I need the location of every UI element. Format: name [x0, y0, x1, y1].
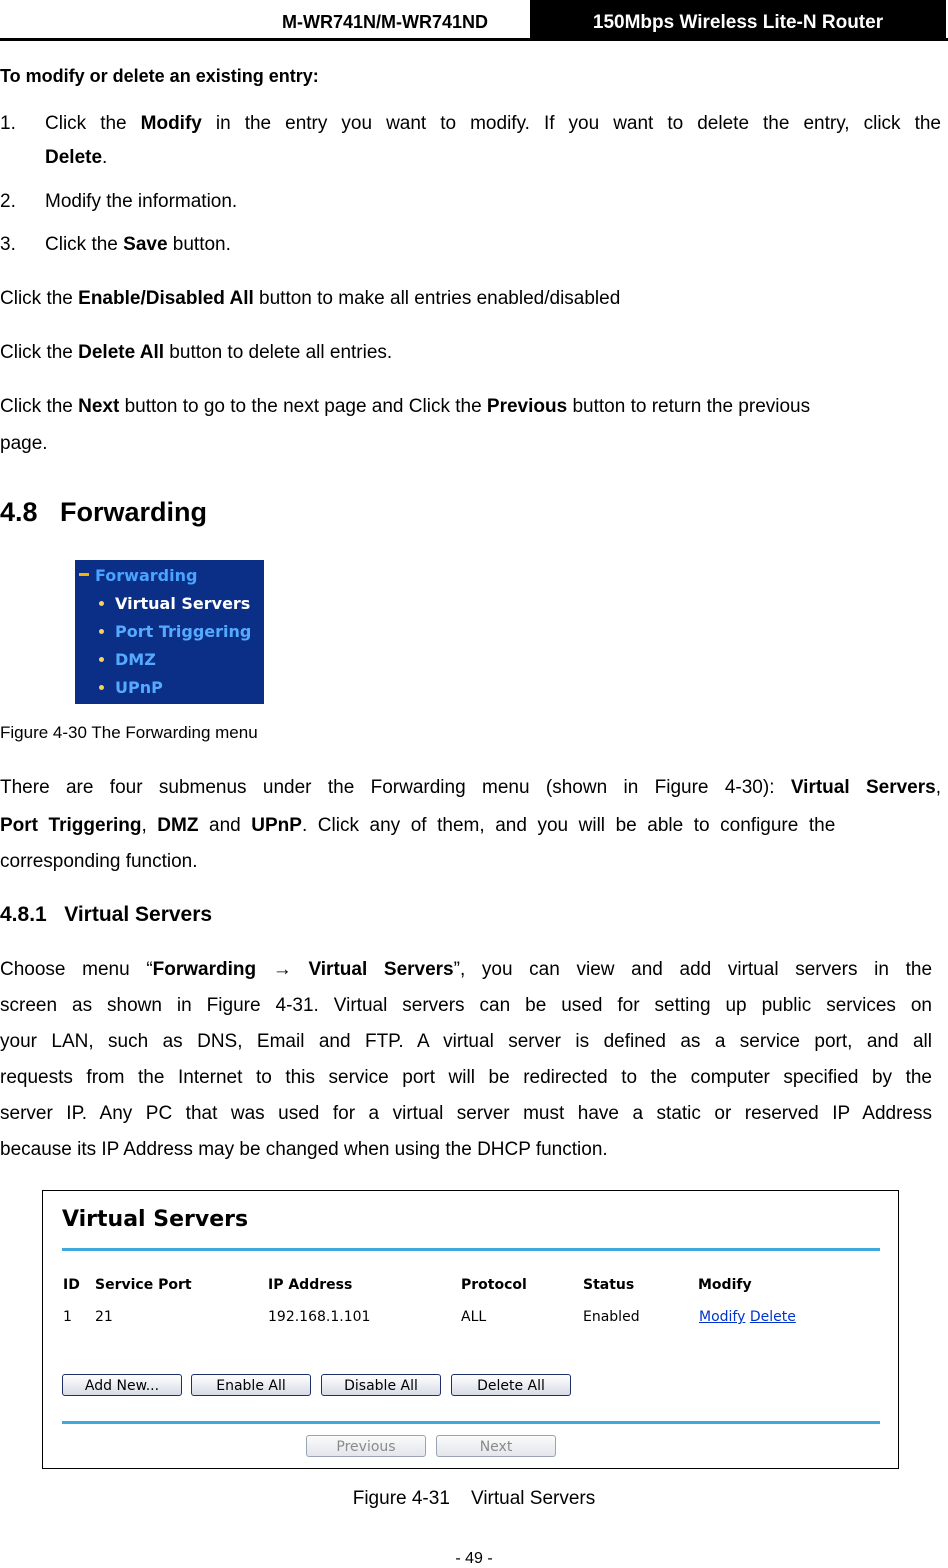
bullet-icon [99, 629, 104, 634]
previous-button[interactable]: Previous [306, 1435, 426, 1457]
step-1-line1: Click the Modify in the entry you want to modify. If you want to delete the entry, click the [45, 113, 941, 134]
header-model: M-WR741N/M-WR741ND [281, 12, 488, 32]
vs-row-id: 1 [63, 1309, 72, 1325]
step-2-text: Modify the information. [45, 191, 238, 212]
vs-col-ip-address: IP Address [268, 1277, 353, 1293]
collapse-dash-icon [79, 573, 89, 576]
step-2-number: 2. [0, 191, 16, 212]
next-button[interactable]: Next [436, 1435, 556, 1457]
step-3-text: Click the Save button. [45, 234, 231, 255]
vs-col-service-port: Service Port [95, 1277, 192, 1293]
vs-col-protocol: Protocol [461, 1277, 527, 1293]
figure-4-30-caption: Figure 4-30 The Forwarding menu [0, 723, 258, 742]
bullet-icon [99, 685, 104, 690]
disable-all-button[interactable]: Disable All [321, 1374, 441, 1396]
page-number: - 49 - [455, 1550, 493, 1567]
vs-delete-link[interactable]: Delete [749, 1309, 796, 1325]
vs-para-line2: screen as shown in Figure 4-31. Virtual servers can be used for setting up public services on [0, 995, 932, 1016]
intro-heading: To modify or delete an existing entry: [0, 66, 319, 86]
enable-all-button[interactable]: Enable All [191, 1374, 311, 1396]
vs-row-protocol: ALL [461, 1309, 487, 1325]
forwarding-para-line1: There are four submenus under the Forwarding menu (shown in Figure 4-30): Virtual Servers, [0, 777, 941, 798]
header-product: 150Mbps Wireless Lite-N Router [530, 0, 946, 40]
vs-row-port: 21 [95, 1309, 113, 1325]
bullet-icon [99, 601, 104, 606]
section-4-8-heading: 4.8 Forwarding [0, 497, 208, 527]
delete-all-button[interactable]: Delete All [451, 1374, 571, 1396]
vs-col-id: ID [63, 1277, 80, 1293]
header-rule [0, 38, 948, 41]
vs-para-line3: your LAN, such as DNS, Email and FTP. A virtual server is defined as a service port, and all [0, 1031, 932, 1052]
delete-all-paragraph: Click the Delete All button to delete all entries. [0, 342, 393, 363]
vs-row-status: Enabled [583, 1309, 640, 1325]
virtual-servers-screenshot [42, 1190, 899, 1469]
vs-col-modify: Modify [698, 1277, 752, 1293]
vs-para-line4: requests from the Internet to this service port will be redirected to the computer specified by the [0, 1067, 932, 1088]
vs-row-ip: 192.168.1.101 [268, 1309, 371, 1325]
vs-para-line5: server IP. Any PC that was used for a virtual server must have a static or reserved IP Address [0, 1103, 932, 1124]
bullet-icon [99, 657, 104, 662]
vs-row-modify-cell [699, 1309, 796, 1325]
forwarding-para-line2: Port Triggering, DMZ and UPnP. Click any of them, and you will be able to configure the [0, 815, 836, 836]
next-previous-line1: Click the Next button to go to the next page and Click the Previous button to return the previous [0, 396, 811, 417]
section-4-8-1-heading: 4.8.1 Virtual Servers [0, 903, 213, 926]
step-1-line2: Delete. [45, 147, 108, 168]
vs-para-line1: Choose menu “Forwarding → Virtual Servers”, you can view and add virtual servers in the [0, 959, 933, 980]
next-previous-line2: page. [0, 433, 48, 454]
enable-all-paragraph: Click the Enable/Disabled All button to make all entries enabled/disabled [0, 288, 621, 309]
vs-top-rule [62, 1248, 880, 1251]
step-3-number: 3. [0, 234, 16, 255]
step-1-number: 1. [0, 113, 16, 134]
figure-4-31-caption: Figure 4-31 Virtual Servers [352, 1488, 596, 1509]
vs-para-line6: because its IP Address may be changed when using the DHCP function. [0, 1139, 608, 1160]
vs-title: Virtual Servers [62, 1207, 249, 1232]
vs-col-status: Status [583, 1277, 635, 1293]
forwarding-menu-image: Forwarding Virtual Servers Port Triggering DMZ UPnP [75, 560, 264, 704]
vs-modify-link[interactable]: Modify [699, 1309, 746, 1325]
add-new-button[interactable]: Add New... [62, 1374, 182, 1396]
vs-bottom-rule [62, 1421, 880, 1424]
forwarding-para-line3: corresponding function. [0, 851, 198, 872]
